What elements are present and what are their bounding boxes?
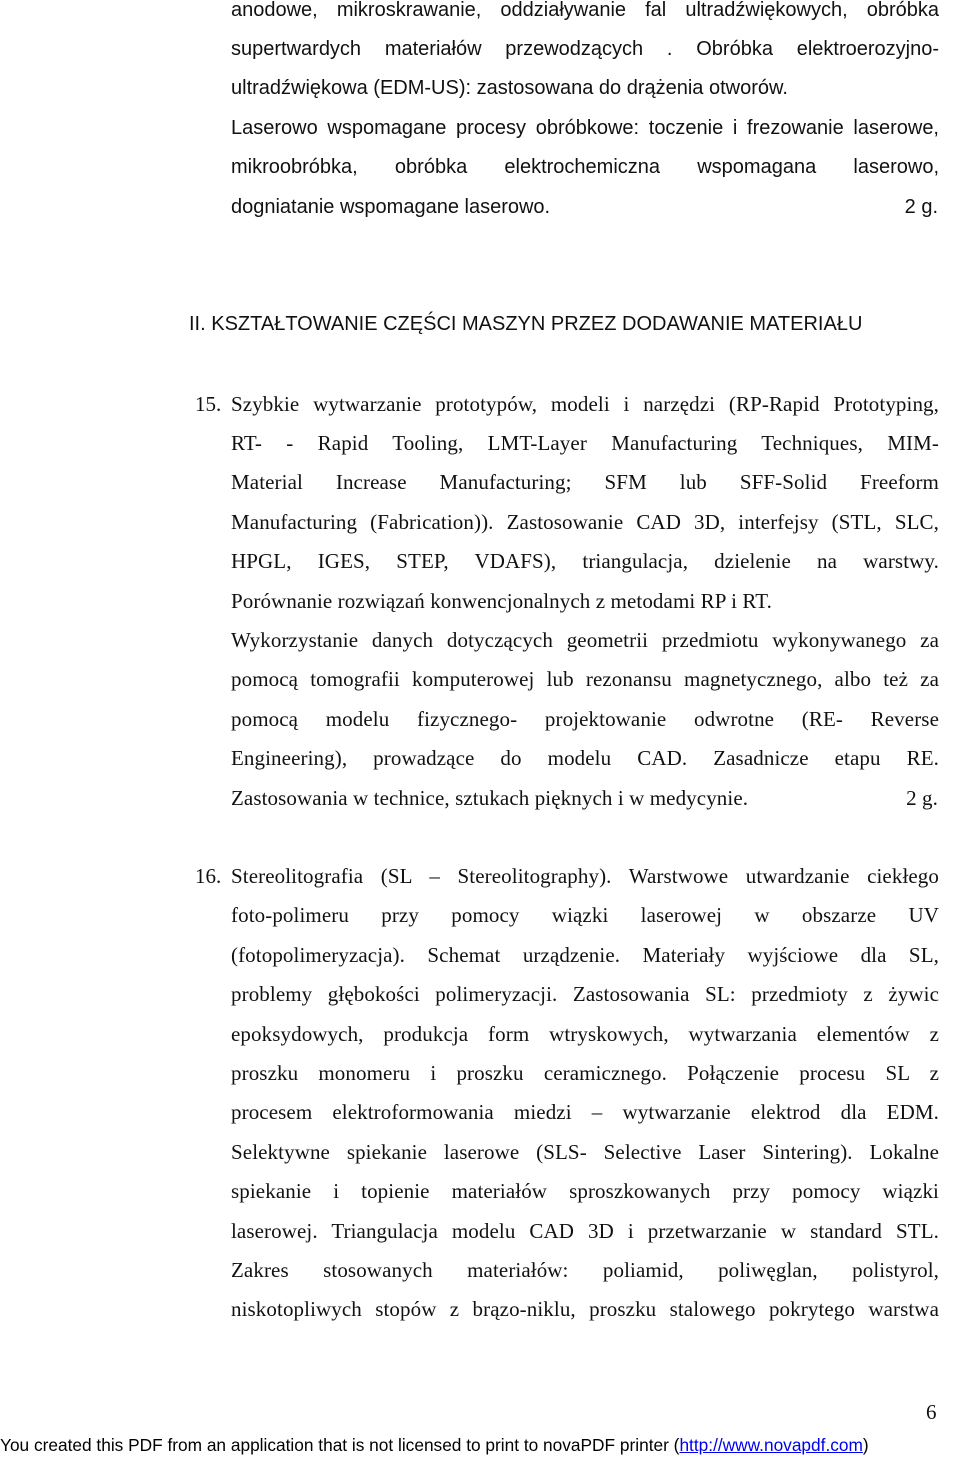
page-number: 6 (926, 1400, 937, 1424)
body-text-line: problemy głębokości polimeryzacji. Zastosowania SL: przedmioty z żywic (231, 982, 939, 1006)
body-text-line: HPGL, IGES, STEP, VDAFS), triangulacja, dzielenie na warstwy. (231, 549, 939, 573)
body-text-line: epoksydowych, produkcja form wtryskowych, wytwarzania elementów z (231, 1022, 939, 1046)
body-text-line: pomocą tomografii komputerowej lub rezonansu magnetycznego, albo też za (231, 667, 939, 691)
body-text-line: Selektywne spiekanie laserowe (SLS- Selective Laser Sintering). Lokalne (231, 1140, 939, 1164)
body-text-line: Engineering), prowadzące do modelu CAD. Zasadnicze etapu RE. (231, 746, 939, 770)
body-text-line: Laserowo wspomagane procesy obróbkowe: toczenie i frezowanie laserowe, (231, 117, 939, 139)
body-text-line: supertwardych materiałów przewodzących . Obróbka elektroerozyjno- (231, 38, 939, 60)
body-text-line: Wykorzystanie danych dotyczących geometrii przedmiotu wykonywanego za (231, 628, 939, 652)
body-text-line: niskotopliwych stopów z brązo-niklu, proszku stalowego pokrytego warstwa (231, 1297, 939, 1321)
footer-text: You created this PDF from an application that is not licensed to print to novaPDF printer ( (0, 1435, 680, 1455)
item-number: 15. (195, 392, 222, 416)
body-text-line: anodowe, mikroskrawanie, oddziaływanie fal ultradźwiękowych, obróbka (231, 0, 939, 21)
body-text-line: Manufacturing (Fabrication)). Zastosowanie CAD 3D, interfejsy (STL, SLC, (231, 510, 939, 534)
body-text-line: dogniatanie wspomagane laserowo. (231, 196, 551, 218)
body-text-line: (fotopolimeryzacja). Schemat urządzenie. Materiały wyjściowe dla SL, (231, 943, 939, 967)
section-heading: II. KSZTAŁTOWANIE CZĘŚCI MASZYN PRZEZ DODAWANIE MATERIAŁU (189, 313, 863, 335)
item-number: 16. (195, 864, 222, 888)
body-text-line: Stereolitografia (SL – Stereolitography). Warstwowe utwardzanie ciekłego (231, 864, 939, 888)
body-text-line: laserowej. Triangulacja modelu CAD 3D i przetwarzanie w standard STL. (231, 1219, 939, 1243)
body-text-line: spiekanie i topienie materiałów sproszkowanych przy pomocy wiązki (231, 1179, 939, 1203)
body-text-line: ultradźwiękowa (EDM-US): zastosowana do drążenia otworów. (231, 77, 788, 99)
body-text-line: Zastosowania w technice, sztukach pięknych i w medycynie. (231, 786, 749, 810)
body-text-line: procesem elektroformowania miedzi – wytwarzanie elektrod dla EDM. (231, 1100, 939, 1124)
footer-text-end: ) (862, 1435, 869, 1455)
body-text-line: mikroobróbka, obróbka elektrochemiczna wspomagana laserowo, (231, 156, 939, 178)
body-text-line: Szybkie wytwarzanie prototypów, modeli i narzędzi (RP-Rapid Prototyping, (231, 392, 939, 416)
hours-label: 2 g. (906, 786, 938, 810)
body-text-line: proszku monomeru i proszku ceramicznego. Połączenie procesu SL z (231, 1061, 939, 1085)
pdf-footer-notice (0, 1432, 960, 1458)
body-text-line: Porównanie rozwiązań konwencjonalnych z metodami RP i RT. (231, 589, 772, 613)
body-text-line: Zakres stosowanych materiałów: poliamid, poliwęglan, polistyrol, (231, 1258, 939, 1282)
body-text-line: RT- - Rapid Tooling, LMT-Layer Manufacturing Techniques, MIM- (231, 431, 939, 455)
footer-link[interactable]: http://www.novapdf.com (679, 1435, 863, 1455)
body-text-line: pomocą modelu fizycznego- projektowanie odwrotne (RE- Reverse (231, 707, 939, 731)
body-text-line: foto-polimeru przy pomocy wiązki laserowej w obszarze UV (231, 903, 939, 927)
body-text-line: Material Increase Manufacturing; SFM lub SFF-Solid Freeform (231, 470, 939, 494)
hours-label: 2 g. (904, 196, 938, 218)
